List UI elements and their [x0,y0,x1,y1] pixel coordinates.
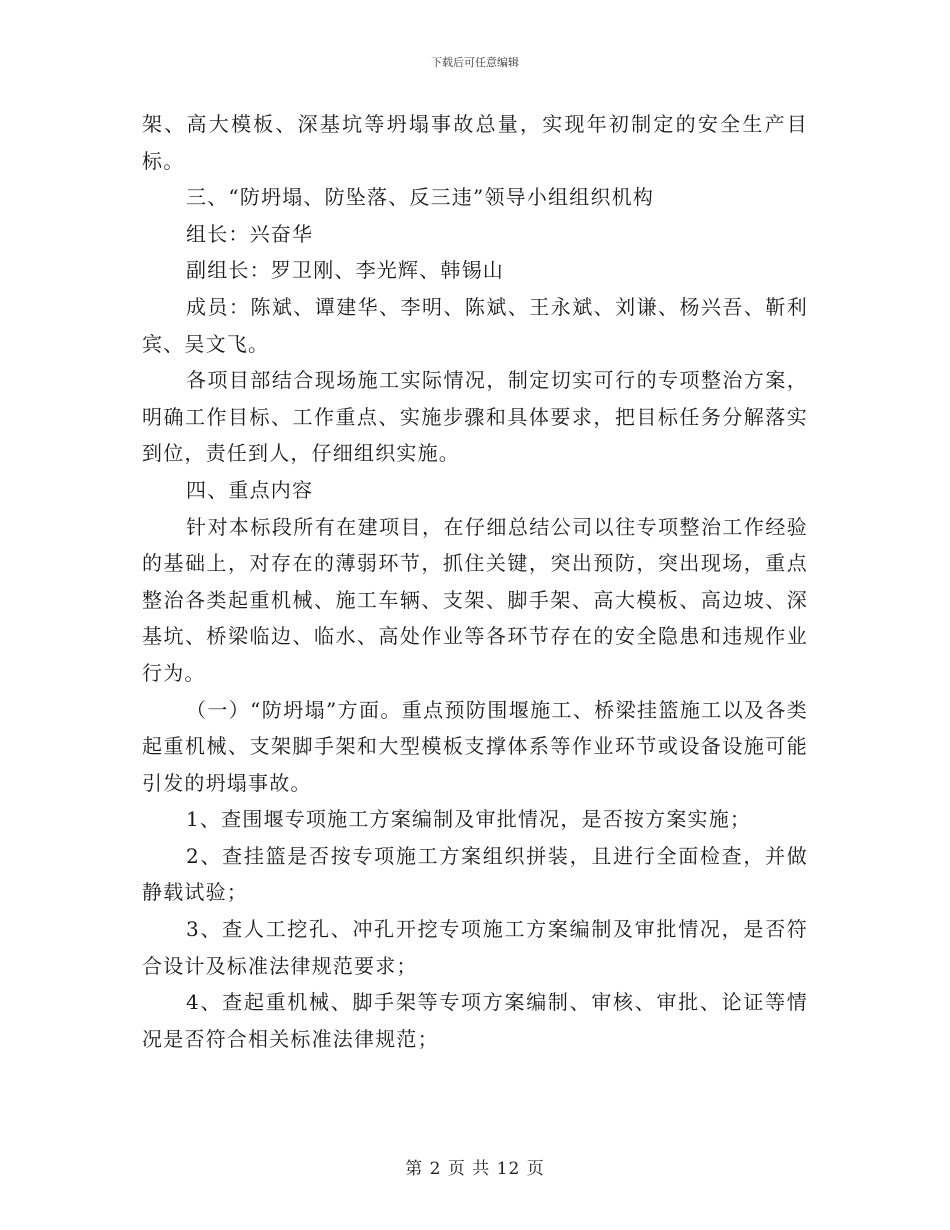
leader-line: 组长：兴奋华 [186,221,314,246]
deputy-leader-line: 副组长：罗卫刚、李光辉、韩锡山 [186,258,504,283]
list-item-3: 3、查人工挖孔、冲孔开挖专项施工方案编制及审批情况，是否符合设计及标准法律规范要求； [142,917,808,978]
section-heading-4: 四、重点内容 [186,477,314,502]
paragraph-key-content: 针对本标段所有在建项目，在仔细总结公司以往专项整治工作经验的基础上，对存在的薄弱环节，抓住关键，突出预防，突出现场，重点整治各类起重机械、施工车辆、支架、脚手架、高大模板、高边坡、深基坑、桥梁临边、临水、高处作业等各环节存在的安全隐患和违规作业行为。 [142,514,808,685]
list-item-1: 1、查围堰专项施工方案编制及审批情况，是否按方案实施； [186,807,752,832]
list-item-4: 4、查起重机械、脚手架等专项方案编制、审核、审批、论证等情况是否符合相关标准法律规范； [142,990,808,1051]
paragraph-continuation: 架、高大模板、深基坑等坍塌事故总量，实现年初制定的安全生产目标。 [142,112,808,173]
page-header-watermark: 下载后可任意编辑 [431,56,519,69]
paragraph-implementation: 各项目部结合现场施工实际情况，制定切实可行的专项整治方案，明确工作目标、工作重点、实施步骤和具体要求，把目标任务分解落实到位，责任到人，仔细组织实施。 [142,368,808,466]
list-item-2: 2、查挂篮是否按专项施工方案组织拼装，且进行全面检查，并做静载试验； [142,843,808,905]
section-heading-3: 三、“防坍塌、防坠落、反三违”领导小组组织机构 [186,185,655,210]
members-line: 成员：陈斌、谭建华、李明、陈斌、王永斌、刘谦、杨兴吾、靳利宾、吴文飞。 [142,294,808,356]
page-number: 第 2 页 共 12 页 [405,1159,545,1179]
subsection-collapse-prevention: （一）“防坍塌”方面。重点预防围堰施工、桥梁挂篮施工以及各类起重机械、支架脚手架和大型模板支撑体系等作业环节或设备设施可能引发的坍塌事故。 [142,697,808,795]
document-body [142,106,808,1057]
